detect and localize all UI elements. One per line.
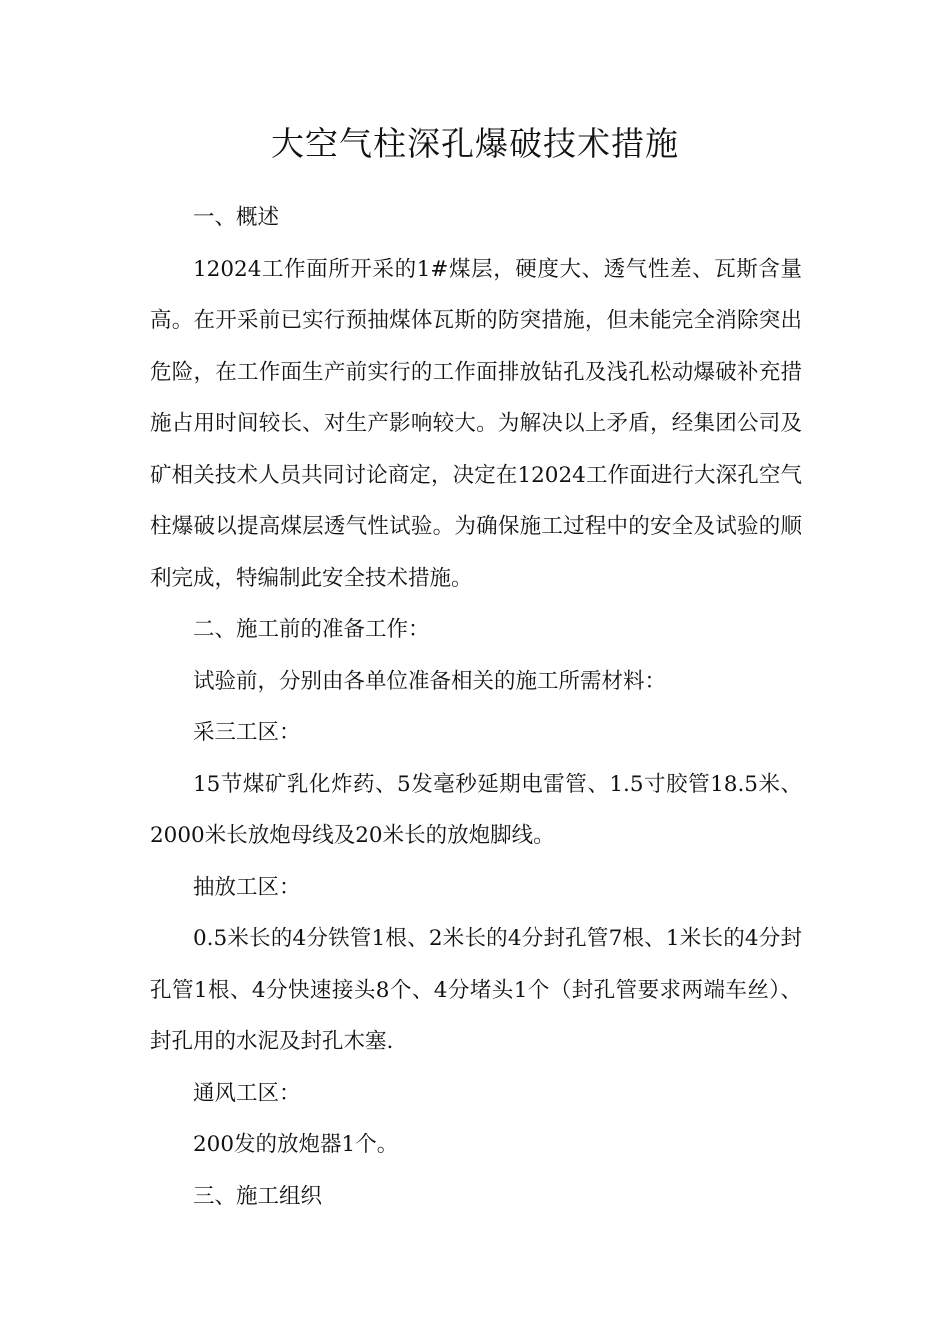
document-title: 大空气柱深孔爆破技术措施 [271,124,679,163]
preparation-intro: 试验前，分别由各单位准备相关的施工所需材料： [193,668,667,694]
drainage-materials: 0.5米长的4分铁管1根、2米长的4分封孔管7根、1米长的4分封孔管1根、4分快速接头8个、4分堵头1个（封孔管要求两端车丝）、封孔用的水泥及封孔木塞. [150,926,802,1054]
unit-heading-ventilation: 通风工区： [193,1080,301,1106]
section-heading-preparation: 二、施工前的准备工作： [193,617,430,642]
mining-3-materials: 15节煤矿乳化炸药、5发毫秒延期电雷管、1.5寸胶管18.5米、2000米长放炮母线及20米长的放炮脚线。 [150,771,802,848]
section-heading-organization: 三、施工组织 [193,1183,323,1209]
overview-paragraph: 12024工作面所开采的1#煤层，硬度大、透气性差、瓦斯含量高。在开采前已实行预抽煤体瓦斯的防突措施，但未能完全消除突出危险，在工作面生产前实行的工作面排放钻孔及浅孔松动爆破补充措施占用时间较长、对生产影响较大。为解决以上矛盾，经集团公司及矿相关技术人员共同讨论商定，决定在12024工作面进行大深孔空气柱爆破以提高煤层透气性试验。为确保施工过程中的安全及试验的顺利完成，特编制此安全技术措施。 [150,256,802,591]
unit-heading-drainage: 抽放工区： [193,874,301,900]
document-body [150,192,802,1222]
ventilation-materials: 200发的放炮器1个。 [193,1132,399,1157]
section-heading-overview: 一、概述 [193,205,280,230]
unit-heading-mining-3: 采三工区： [193,720,301,745]
